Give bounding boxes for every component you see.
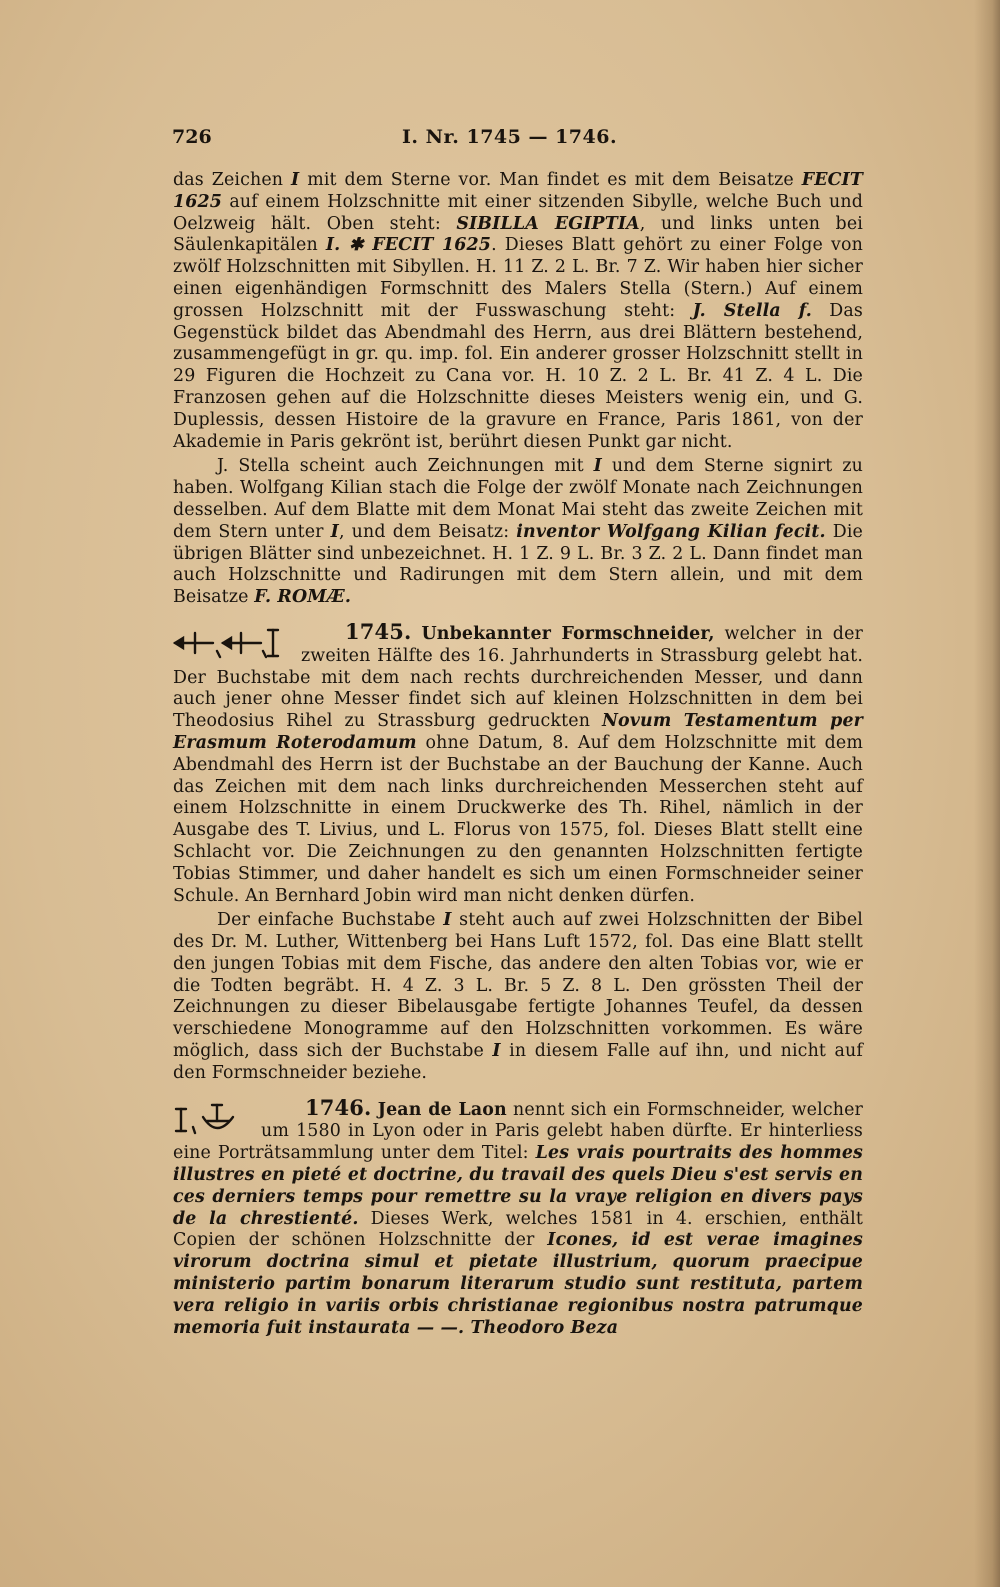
page-edge-shadow	[974, 0, 1000, 1587]
entry-1746: 1746. Jean de Laon nennt sich ein Formschneider, welcher um 1580 in Lyon oder in Paris gelebt haben dürfte. Er hinterliess eine Porträtsammlung unter dem Titel: Les vrais pourtraits des hommes illustres en pieté et doctrine, du travail des quels Dieu s'est servis en ces derniers temps pour remettre su la vraye religion en divers pays de la chrestienté. Dieses Werk, welches 1581 in 4. erschien, enthält Copien der schönen Holzschnitte der Icones, id est verae imagines virorum doctrina simul et pietate illustrium, quorum praecipue ministerio partim bonarum literarum studio sunt restituta, partem vera religio in variis orbis christianae regionibus nostra patrumque memoria fuit instaurata — —. Theodoro Beza	[173, 1094, 863, 1338]
running-head: I. Nr. 1745 — 1746.	[402, 126, 618, 148]
entry-1745: 1745. Unbekannter Formschneider, welcher in der zweiten Hälfte des 16. Jahrhunderts in Strassburg gelebt hat. Der Buchstabe mit dem nach rechts durchreichenden Messer, und dann auch jener ohne Messer findet sich auf kleinen Holzschnitten in dem bei Theodosius Rihel zu Strassburg gedruckten Novum Testamentum per Erasmum Roterodamum ohne Datum, 8. Auf dem Holzschnitte mit dem Abendmahl des Herrn ist der Buchstabe an der Bauchung der Kanne. Auch das Zeichen mit dem nach links durchreichenden Messerchen steht auf einem Holzschnitte in einem Druckwerke des Th. Rihel, nämlich in der Ausgabe des T. Livius, und L. Florus von 1575, fol. Dieses Blatt stellt eine Schlacht vor. Die Zeichnungen zu den genannten Holzschnitten fertigte Tobias Stimmer, und daher handelt es sich um einen Formschneider seiner Schule. An Bernhard Jobin wird man nicht denken dürfen.	[173, 618, 863, 906]
monogram-knife-i-mark	[173, 623, 291, 661]
paragraph-stella-drawings: J. Stella scheint auch Zeichnungen mit I und dem Sterne signirt zu haben. Wolfgang Kilian stach die Folge der zwölf Monate nach Zeichnungen desselben. Auf dem Blatte mit dem Monat Mai steht das zweite Zeichen mit dem Stern unter I, und dem Beisatz: inventor Wolfgang Kilian fecit. Die übrigen Blätter sind unbezeichnet. H. 1 Z. 9 L. Br. 3 Z. 2 L. Dann findet man auch Holzschnitte und Radirungen mit dem Stern allein, und mit dem Beisatze F. ROMÆ.	[173, 456, 863, 608]
monogram-il-mark	[173, 1099, 251, 1137]
body-text	[173, 170, 863, 1339]
entry-name-1746: Jean de Laon	[377, 1099, 507, 1120]
paragraph-simple-letter: Der einfache Buchstabe I steht auch auf zwei Holzschnitten der Bibel des Dr. M. Luther, Wittenberg bei Hans Luft 1572, fol. Das eine Blatt stellt den jungen Tobias mit dem Fische, das andere den alten Tobias vor, wie er die Todten begräbt. H. 4 Z. 3 L. Br. 5 Z. 8 L. Den grössten Theil der Zeichnungen zu dieser Bibelausgabe fertigte Johannes Teufel, da dessen verschiedene Monogramme auf den Holzschnitten vorkommen. Es wäre möglich, dass sich der Buchstabe I in diesem Falle auf ihn, und nicht auf den Formschneider beziehe.	[173, 910, 863, 1083]
paragraph-stella-continued: das Zeichen I mit dem Sterne vor. Man findet es mit dem Beisatze FECIT 1625 auf einem Holzschnitte mit einer sitzenden Sibylle, welche Buch und Oelzweig hält. Oben steht: SIBILLA EGIPTIA, und links unten bei Säulenkapitälen I. ✱ FECIT 1625. Dieses Blatt gehört zu einer Folge von zwölf Holzschnitten mit Sibyllen. H. 11 Z. 2 L. Br. 7 Z. Wir haben hier sicher einen eigenhändigen Formschnitt des Malers Stella (Stern.) Auf einem grossen Holzschnitt mit der Fusswaschung steht: J. Stella f. Das Gegenstück bildet das Abendmahl des Herrn, aus drei Blättern bestehend, zusammengefügt in gr. qu. imp. fol. Ein anderer grosser Holzschnitt stellt in 29 Figuren die Hochzeit zu Cana vor. H. 10 Z. 2 L. Br. 41 Z. 4 L. Die Franzosen gehen auf die Holzschnitte dieses Meisters wenig ein, und G. Duplessis, dessen Histoire de la gravure en France, Paris 1861, von der Akademie in Paris gekrönt ist, berührt diesen Punkt gar nicht.	[173, 170, 863, 452]
entry-name-1745: Unbekannter Formschneider,	[421, 623, 715, 644]
page-header	[172, 122, 862, 152]
page-number: 726	[172, 126, 212, 148]
entry-number-1746: 1746.	[305, 1094, 372, 1120]
entry-number-1745: 1745.	[345, 618, 412, 644]
